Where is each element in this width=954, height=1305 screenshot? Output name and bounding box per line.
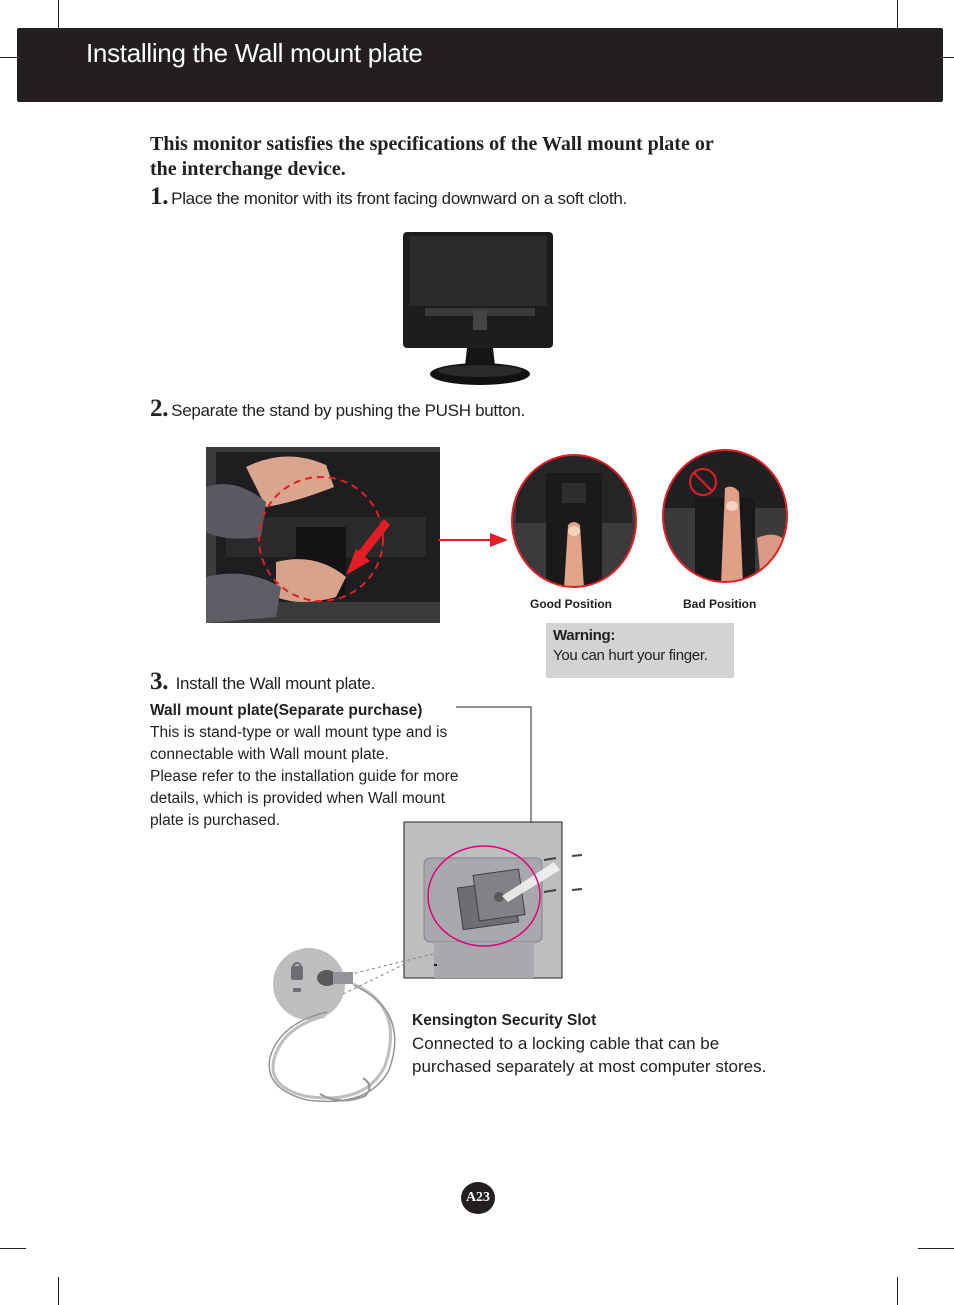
crop-mark xyxy=(897,1277,898,1305)
step-number: 3. xyxy=(150,668,169,695)
crop-mark xyxy=(943,57,954,58)
crop-mark xyxy=(58,1277,59,1305)
arrow-icon xyxy=(438,530,510,550)
monitor-back-illustration xyxy=(395,228,565,388)
kensington-title: Kensington Security Slot xyxy=(412,1012,597,1029)
step-2 xyxy=(150,395,525,423)
crop-mark xyxy=(0,1248,26,1249)
wall-mount-line: connectable with Wall mount plate. xyxy=(150,746,389,763)
good-position-photo xyxy=(510,453,638,589)
intro-line: the interchange device. xyxy=(150,158,346,180)
warning-text: You can hurt your finger. xyxy=(553,647,708,664)
intro-line: This monitor satisfies the specifications of the Wall mount plate or xyxy=(150,133,714,155)
warning-box xyxy=(546,623,734,678)
step-number: 2. xyxy=(150,395,169,422)
step-text: Place the monitor with its front facing downward on a soft cloth. xyxy=(171,189,627,208)
wall-mount-line: Please refer to the installation guide for more xyxy=(150,768,459,785)
bad-position-photo xyxy=(661,448,789,584)
stand-removal-photo xyxy=(206,447,440,623)
intro-text xyxy=(150,132,800,182)
wall-mount-title: Wall mount plate(Separate purchase) xyxy=(150,702,423,719)
step-text: Separate the stand by pushing the PUSH button. xyxy=(171,401,525,420)
wall-mount-line: This is stand-type or wall mount type and is xyxy=(150,724,448,741)
kensington-line: purchased separately at most computer stores. xyxy=(412,1057,767,1076)
step-number: 1. xyxy=(150,183,169,210)
crop-mark xyxy=(0,57,17,58)
good-position-label: Good Position xyxy=(530,597,612,611)
crop-mark xyxy=(897,0,898,28)
page-number: A23 xyxy=(461,1182,495,1214)
bad-position-label: Bad Position xyxy=(683,597,757,611)
step-text: Install the Wall mount plate. xyxy=(171,674,376,693)
warning-title: Warning: xyxy=(553,627,616,644)
wall-mount-line: details, which is provided when Wall mount xyxy=(150,790,445,807)
crop-mark xyxy=(918,1248,954,1249)
kensington-line: Connected to a locking cable that can be xyxy=(412,1034,720,1053)
step-3 xyxy=(150,668,375,696)
wall-mount-line: plate is purchased. xyxy=(150,812,281,829)
page-title: Installing the Wall mount plate xyxy=(86,38,423,68)
step-1 xyxy=(150,183,627,211)
crop-mark xyxy=(58,0,59,28)
kensington-description xyxy=(412,1009,832,1078)
